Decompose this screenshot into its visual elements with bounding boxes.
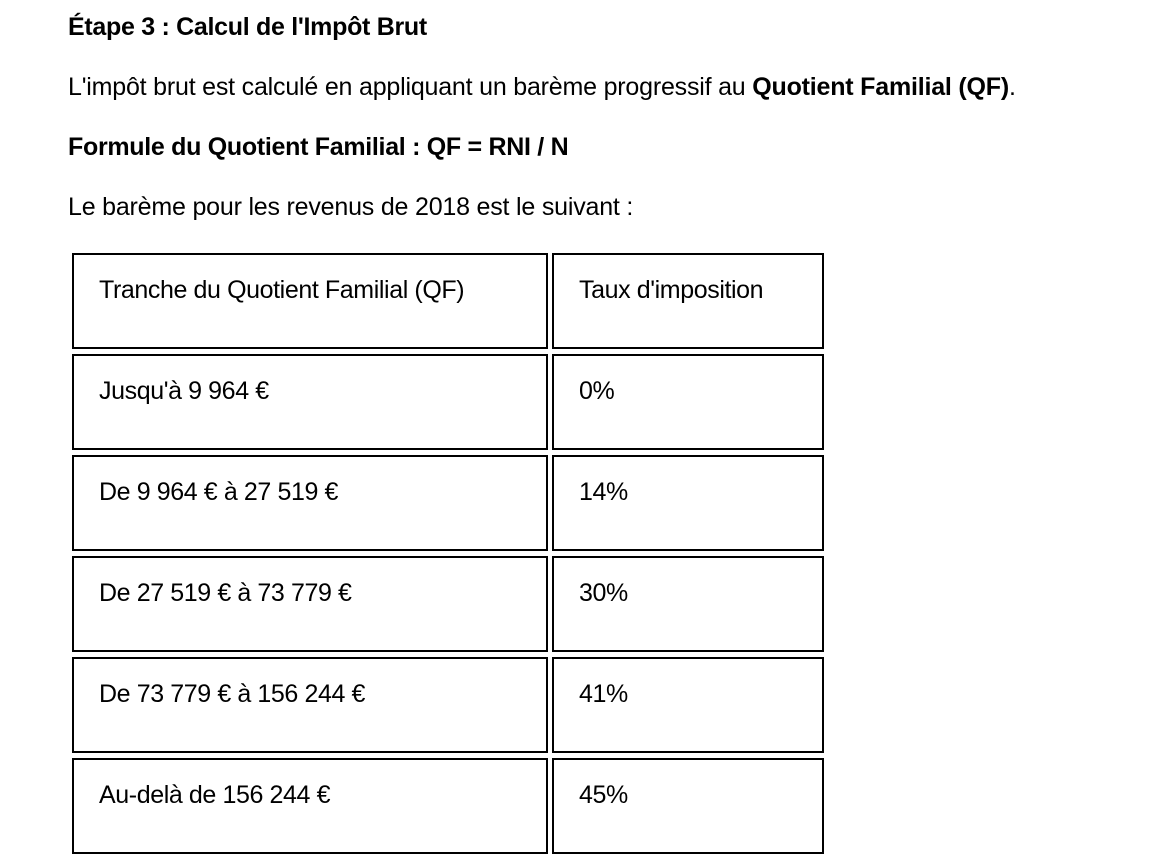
tax-bracket-table [68,248,828,859]
tranche-cell: Au-delà de 156 244 € [72,758,548,854]
tranche-cell: De 27 519 € à 73 779 € [72,556,548,652]
tranche-cell: De 9 964 € à 27 519 € [72,455,548,551]
header-cell-tranche: Tranche du Quotient Familial (QF) [72,253,548,349]
intro-text: L'impôt brut est calculé en appliquant un barème progressif au [68,73,753,101]
taux-cell: 14% [552,455,824,551]
taux-cell: 30% [552,556,824,652]
table-row [72,556,824,652]
tranche-cell: Jusqu'à 9 964 € [72,354,548,450]
bareme-intro: Le barème pour les revenus de 2018 est le suivant : [68,193,634,221]
taux-cell: 45% [552,758,824,854]
table-row [72,455,824,551]
intro-paragraph [68,72,1016,102]
taux-cell: 0% [552,354,824,450]
intro-period: . [1008,73,1016,101]
formula-line: Formule du Quotient Familial : QF = RNI / N [68,133,569,161]
table-row [72,758,824,854]
header-cell-taux: Taux d'imposition [552,253,824,349]
table-row [72,354,824,450]
tranche-cell: De 73 779 € à 156 244 € [72,657,548,753]
table-row [72,657,824,753]
intro-emphasis: Quotient Familial (QF) [752,73,1009,101]
taux-cell: 41% [552,657,824,753]
table-header-row [72,253,824,349]
section-heading: Étape 3 : Calcul de l'Impôt Brut [68,13,427,41]
